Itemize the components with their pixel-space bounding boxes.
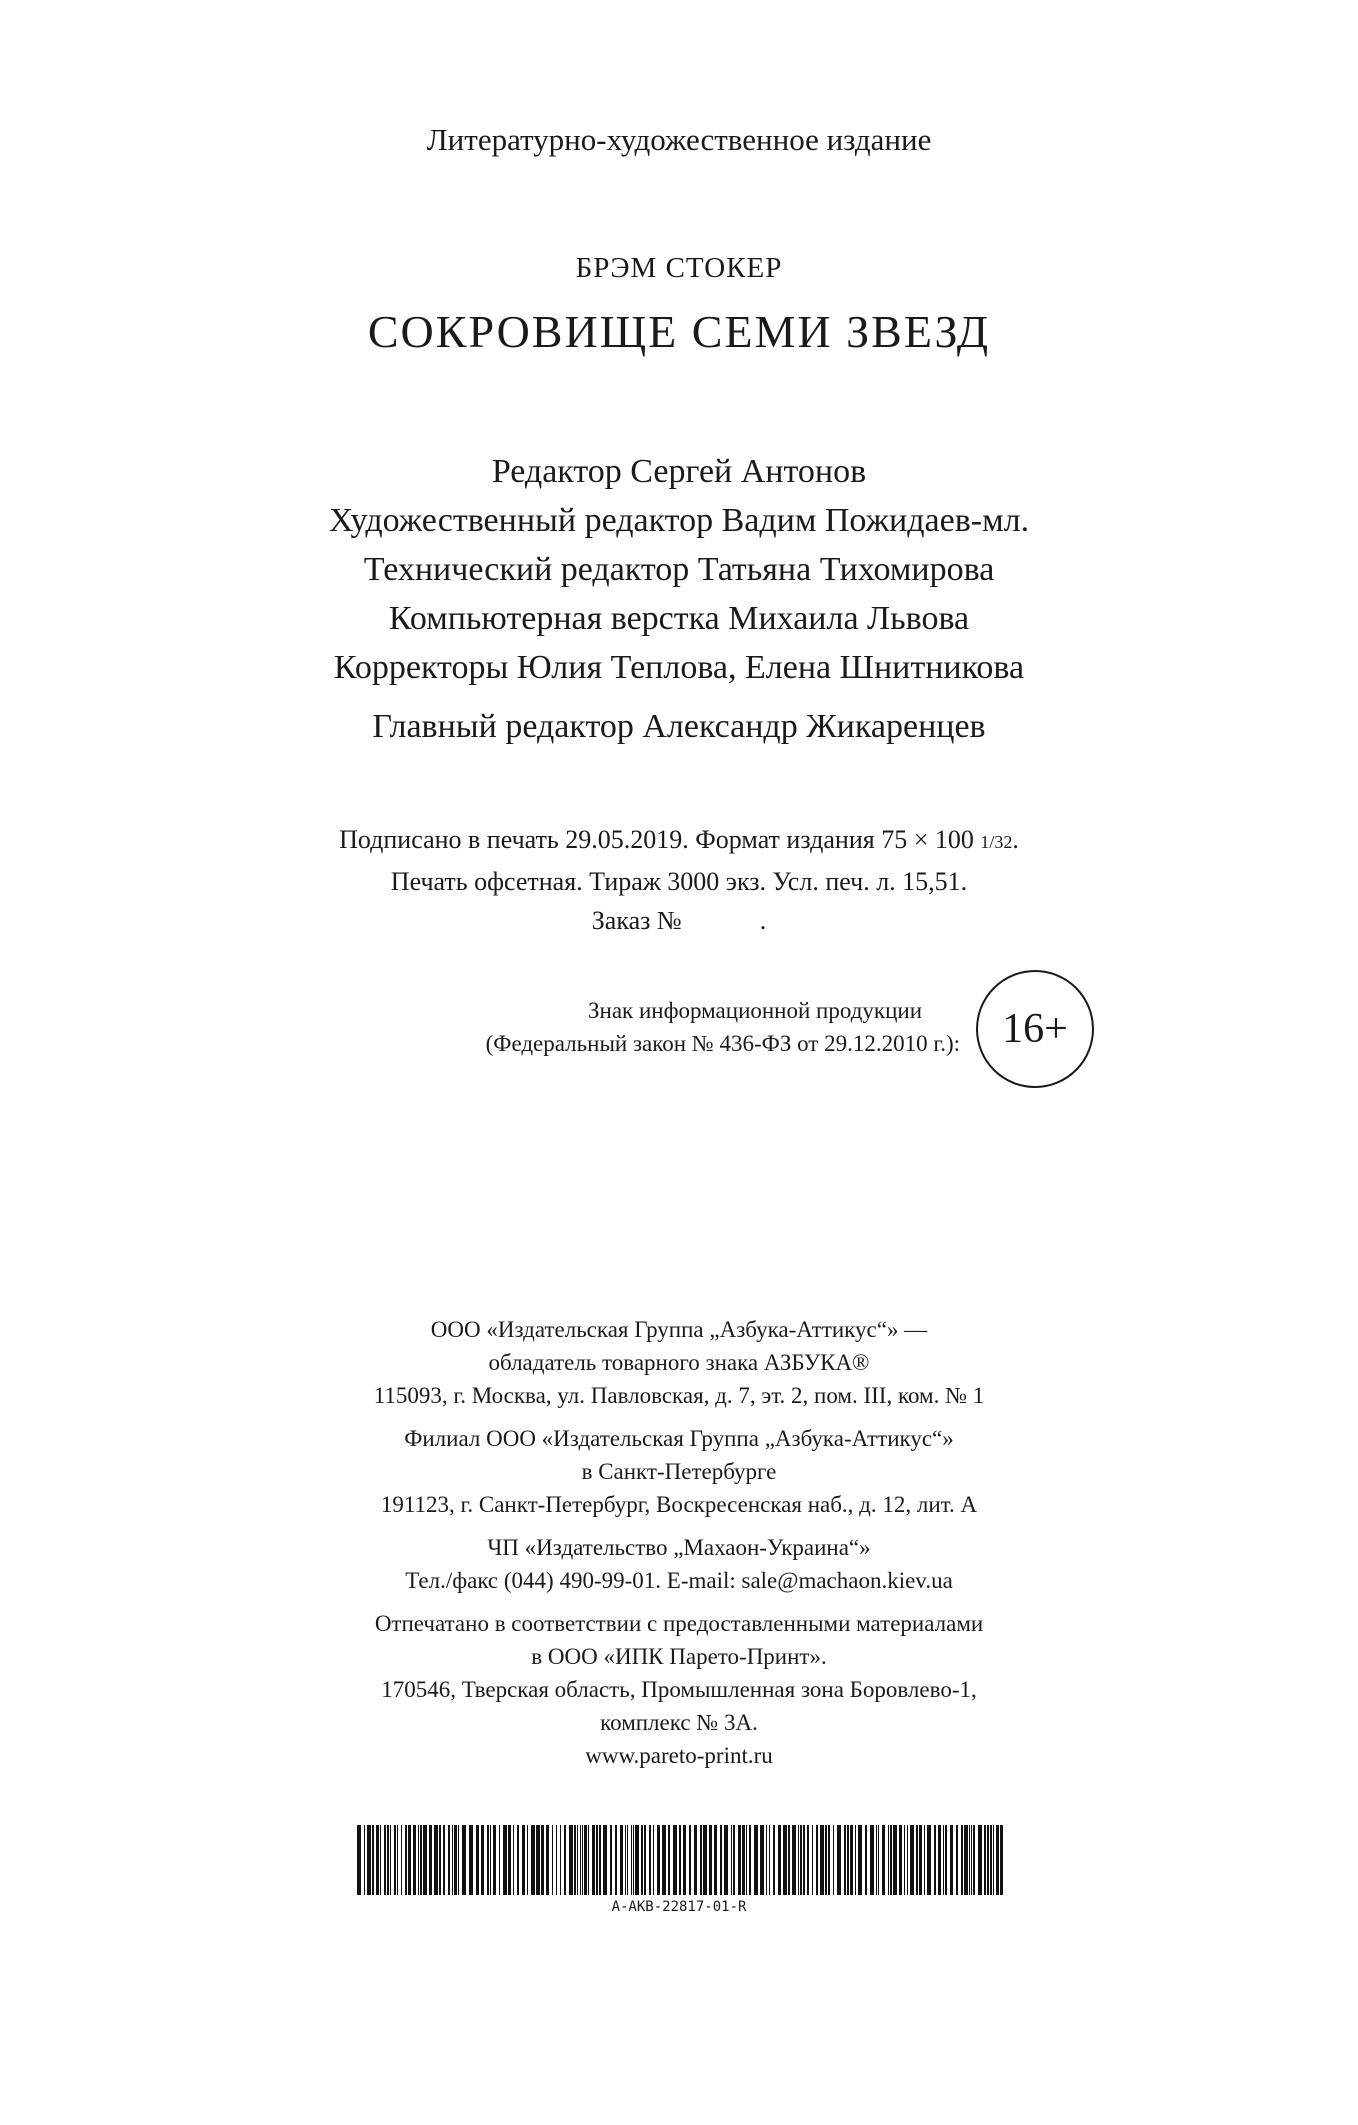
barcode-bar: [731, 1825, 732, 1895]
barcode-bar: [714, 1825, 717, 1895]
barcode-bar: [418, 1825, 419, 1895]
barcode-bar: [439, 1825, 441, 1895]
barcode-bar: [490, 1825, 491, 1895]
barcode-bar: [984, 1825, 986, 1895]
barcode-bar: [769, 1825, 770, 1895]
barcode-bar: [394, 1825, 396, 1895]
barcode-bar: [803, 1825, 805, 1895]
barcode-bar: [476, 1825, 479, 1895]
barcode-bar: [635, 1825, 639, 1895]
imprint-block: [0, 1313, 1358, 1772]
credit-line: Технический редактор Татьяна Тихомирова: [363, 551, 995, 588]
barcode-bar: [837, 1825, 841, 1895]
barcode-bar: [893, 1825, 897, 1895]
barcode-bar: [569, 1825, 573, 1895]
barcode-bar: [644, 1825, 646, 1895]
barcode-bar: [541, 1825, 544, 1895]
barcode-bar: [800, 1825, 802, 1895]
barcode-bar: [599, 1825, 601, 1895]
printer-block: Отпечатано в соответствии с предоставленными материалами в ООО «ИПК Парето-Принт». 170546, Тверская область, Промышленная зона Боровлево-1, комплекс № 3А. www.pareto-print.ru: [374, 1611, 984, 1768]
barcode-bar: [452, 1825, 453, 1895]
barcode-bar: [876, 1825, 877, 1895]
barcode-bar: [397, 1825, 398, 1895]
barcode-bar: [749, 1825, 751, 1895]
barcode-bar: [1000, 1825, 1003, 1895]
barcode-bar: [945, 1825, 947, 1895]
barcode-bar: [668, 1825, 670, 1895]
barcode-bar: [405, 1825, 407, 1895]
barcode-bar: [956, 1825, 958, 1895]
barcode-bar: [357, 1825, 361, 1895]
barcode-bar: [627, 1825, 628, 1895]
barcode-bar: [919, 1825, 922, 1895]
barcode-bar: [481, 1825, 484, 1895]
barcode-bar: [603, 1825, 607, 1895]
barcode-bar: [531, 1825, 535, 1895]
barcode-bar: [778, 1825, 781, 1895]
genre-label: Литературно-художественное издание: [426, 122, 932, 157]
barcode-bar: [990, 1825, 992, 1895]
barcode-bar: [783, 1825, 787, 1895]
chief-editor: Главный редактор Александр Жикаренцев: [372, 708, 986, 745]
barcode-bar: [938, 1825, 941, 1895]
info-sign-text: Знак информационной продукции (Федеральный закон № 436-ФЗ от 29.12.2010 г.):: [485, 998, 960, 1056]
barcode-bar: [825, 1825, 827, 1895]
barcode-bar: [833, 1825, 834, 1895]
barcode-bar: [865, 1825, 867, 1895]
branch-block: Филиал ООО «Издательская Группа „Азбука-Аттикус“» в Санкт-Петербурге 191123, г. Санкт-Петербург, Воскресенская наб., д. 12, лит. А: [380, 1426, 978, 1517]
barcode-bar: [631, 1825, 632, 1895]
barcode-bar: [870, 1825, 874, 1895]
print-info: [0, 820, 1358, 940]
barcode-bar: [904, 1825, 905, 1895]
barcode-caption: A-AKB-22817-01-R: [611, 1899, 747, 1915]
barcode-bar: [420, 1825, 422, 1895]
barcode-bar: [760, 1825, 764, 1895]
barcode-bar: [429, 1825, 432, 1895]
barcode-bar: [899, 1825, 902, 1895]
barcode-bar: [401, 1825, 402, 1895]
barcode-bar: [552, 1825, 553, 1895]
barcode-bar: [844, 1825, 846, 1895]
barcode-bar: [788, 1825, 790, 1895]
barcode-bar: [387, 1825, 389, 1895]
barcode-bar: [916, 1825, 918, 1895]
barcode-bar: [742, 1825, 745, 1895]
barcode-bar: [596, 1825, 598, 1895]
barcode-bar: [847, 1825, 849, 1895]
barcode-bar: [556, 1825, 557, 1895]
barcode-bar: [584, 1825, 587, 1895]
barcode-bar: [812, 1825, 813, 1895]
barcode-bar: [828, 1825, 830, 1895]
barcode-bar: [792, 1825, 796, 1895]
barcode-bar: [408, 1825, 411, 1895]
barcode-bar: [969, 1825, 970, 1895]
barcode-bar: [703, 1825, 707, 1895]
barcode-bar: [878, 1825, 879, 1895]
barcode-bar: [564, 1825, 566, 1895]
credit-line: Корректоры Юлия Теплова, Елена Шнитникова: [333, 649, 1025, 686]
barcode-bar: [380, 1825, 381, 1895]
barcode-bar: [773, 1825, 775, 1895]
barcode-bar: [964, 1825, 968, 1895]
barcode-bar: [633, 1825, 634, 1895]
barcode-bar: [508, 1825, 511, 1895]
barcode-bar: [649, 1825, 651, 1895]
barcode-bar: [798, 1825, 799, 1895]
barcode-bar: [673, 1825, 677, 1895]
barcode-bar: [592, 1825, 595, 1895]
barcode-bar: [907, 1825, 908, 1895]
barcode-bar: [709, 1825, 712, 1895]
barcode-bar: [694, 1825, 697, 1895]
barcode-bar: [610, 1825, 612, 1895]
barcode-bar: [733, 1825, 735, 1895]
barcode-bar: [943, 1825, 944, 1895]
barcode-bar: [657, 1825, 660, 1895]
barcode-bar: [454, 1825, 457, 1895]
barcode-bar: [724, 1825, 728, 1895]
author-name: БРЭМ СТОКЕР: [575, 252, 783, 284]
barcode-bar: [487, 1825, 489, 1895]
barcode-bar: [738, 1825, 741, 1895]
barcode-bar: [577, 1825, 578, 1895]
barcode-bar: [987, 1825, 989, 1895]
barcode-bar: [679, 1825, 681, 1895]
barcode-bar: [978, 1825, 982, 1895]
barcode-bar: [996, 1825, 999, 1895]
barcode-bar: [766, 1825, 767, 1895]
barcode-bar: [653, 1825, 654, 1895]
barcode-bar: [493, 1825, 496, 1895]
barcode-bar: [882, 1825, 885, 1895]
publisher-block: ООО «Издательская Группа „Азбука-Аттикус“» — обладатель товарного знака АЗБУКА® 115093, г. Москва, ул. Павловская, д. 7, эт. 2, пом. III, ком. № 1: [373, 1317, 985, 1408]
barcode-bar: [924, 1825, 925, 1895]
barcode-bar: [807, 1825, 809, 1895]
barcode-bar: [503, 1825, 507, 1895]
barcode-bar: [469, 1825, 473, 1895]
barcode-bar: [546, 1825, 549, 1895]
barcode-bar: [376, 1825, 379, 1895]
credit-line: Редактор Сергей Антонов: [491, 453, 867, 490]
book-title: СОКРОВИЩЕ СЕМИ ЗВЕЗД: [367, 306, 991, 357]
barcode-bar: [858, 1825, 862, 1895]
barcode-bar: [513, 1825, 514, 1895]
barcode-bar: [372, 1825, 374, 1895]
barcode-bar: [720, 1825, 722, 1895]
barcode-bar: [850, 1825, 853, 1895]
barcode-bar: [560, 1825, 561, 1895]
barcode-bar: [384, 1825, 386, 1895]
barcode-bar: [993, 1825, 994, 1895]
barcode: [355, 1825, 1010, 1895]
barcode-bar: [641, 1825, 643, 1895]
barcode-bar: [820, 1825, 824, 1895]
print-info-line: Печать офсетная. Тираж 3000 экз. Усл. печ. л. 15,51.: [390, 867, 968, 896]
barcode-bar: [522, 1825, 525, 1895]
print-info-line: Подписано в печать 29.05.2019. Формат издания 75 × 100 1/32.: [339, 825, 1019, 854]
barcode-bar: [620, 1825, 623, 1895]
barcode-bar: [448, 1825, 450, 1895]
credits-list: [0, 447, 1358, 692]
barcode-bar: [927, 1825, 931, 1895]
barcode-bar: [625, 1825, 626, 1895]
age-rating-badge: 16+: [976, 970, 1094, 1088]
barcode-bar: [934, 1825, 936, 1895]
barcode-bar: [574, 1825, 576, 1895]
barcode-bar: [527, 1825, 528, 1895]
barcode-bar: [950, 1825, 953, 1895]
barcode-bar: [536, 1825, 540, 1895]
barcode-bar: [582, 1825, 583, 1895]
barcode-bar: [910, 1825, 914, 1895]
barcode-bar: [971, 1825, 972, 1895]
barcode-bar: [580, 1825, 581, 1895]
barcode-bar: [855, 1825, 856, 1895]
barcode-bar: [443, 1825, 445, 1895]
barcode-bar: [390, 1825, 391, 1895]
barcode-bar: [588, 1825, 589, 1895]
barcode-bar: [816, 1825, 818, 1895]
barcode-bar: [367, 1825, 371, 1895]
credit-line: Художественный редактор Вадим Пожидаев-мл.: [328, 502, 1030, 539]
barcode-bar: [423, 1825, 427, 1895]
barcode-bar: [754, 1825, 758, 1895]
format-fraction: 1/32: [980, 832, 1013, 852]
barcode-graphic: [355, 1825, 1010, 1895]
barcode-bar: [413, 1825, 416, 1895]
barcode-bar: [683, 1825, 686, 1895]
print-info-line: Заказ № .: [591, 906, 767, 935]
barcode-bar: [888, 1825, 889, 1895]
barcode-bar: [517, 1825, 519, 1895]
barcode-bar: [689, 1825, 691, 1895]
barcode-bar: [662, 1825, 666, 1895]
barcode-bar: [458, 1825, 459, 1895]
barcode-bar: [973, 1825, 975, 1895]
barcode-bar: [961, 1825, 963, 1895]
ukraine-block: ЧП «Издательство „Махаон-Украина“» Тел./факс (044) 490-99-01. E-mail: sale@machaon.kiev.ua: [405, 1535, 953, 1593]
barcode-bar: [890, 1825, 892, 1895]
barcode-bar: [700, 1825, 702, 1895]
barcode-bar: [499, 1825, 500, 1895]
barcode-bar: [615, 1825, 617, 1895]
barcode-bar: [462, 1825, 466, 1895]
barcode-bar: [364, 1825, 365, 1895]
credit-line: Компьютерная верстка Михаила Львова: [388, 600, 970, 637]
barcode-bar: [434, 1825, 438, 1895]
barcode-bar: [746, 1825, 747, 1895]
